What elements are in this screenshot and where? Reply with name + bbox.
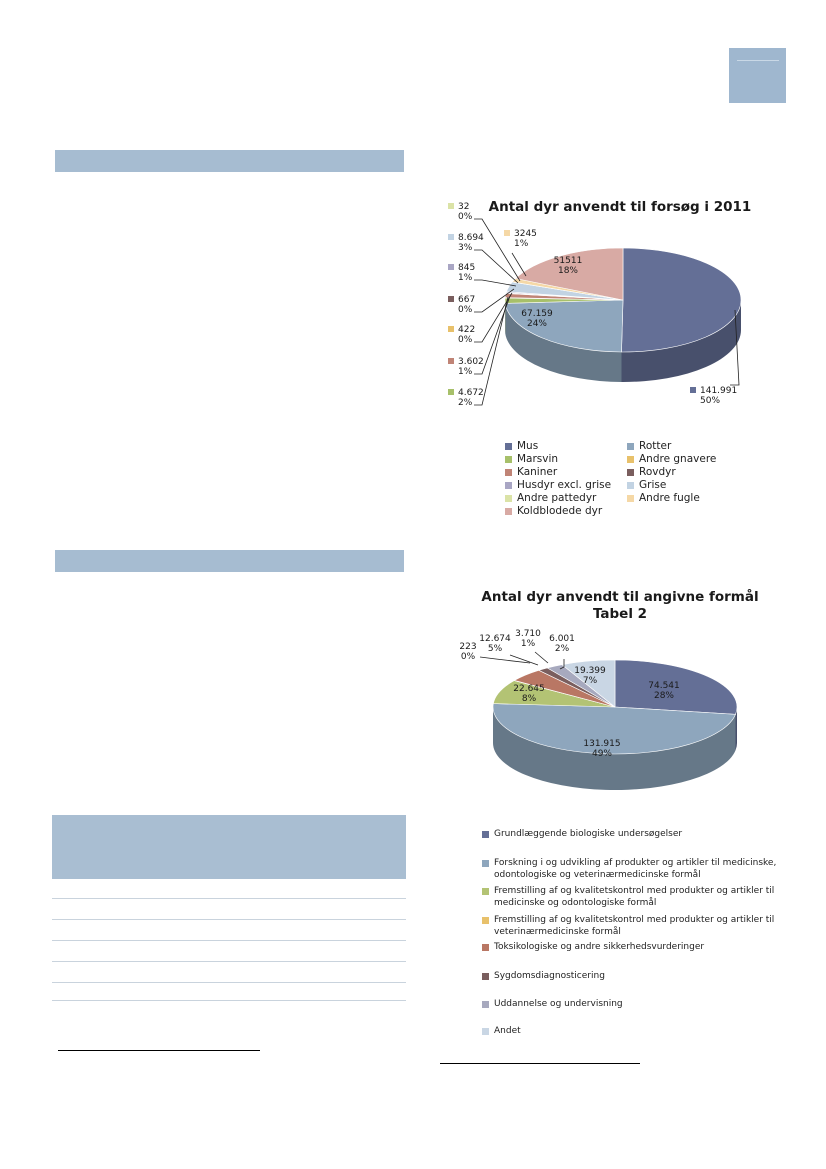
legend-label: Husdyr excl. grise (517, 479, 612, 491)
label-swatch (448, 264, 454, 270)
chart2-subtitle: Tabel 2 (592, 606, 648, 622)
legend-swatch (482, 1001, 489, 1008)
pie-data-label: 67.159 24% (521, 309, 553, 329)
pie-data-label: 3.602 1% (458, 357, 484, 377)
legend-swatch (482, 944, 489, 951)
label-swatch (448, 358, 454, 364)
legend-swatch (482, 888, 489, 895)
legend-item (505, 492, 596, 504)
pie-data-label: 141.991 50% (700, 386, 738, 406)
legend-item (482, 828, 777, 840)
pie-data-label: 22.645 8% (513, 684, 545, 704)
section-band-1 (55, 150, 404, 172)
table-row (52, 963, 406, 983)
legend-item (627, 440, 671, 452)
legend-label: Fremstilling af og kvalitetskontrol med produkter og artikler til medicinske og odontologiske formål (494, 886, 775, 908)
legend-item (505, 466, 557, 478)
legend-label: Uddannelse og undervisning (494, 999, 623, 1009)
section-band-2 (55, 550, 404, 572)
pie-data-label: 19.399 7% (574, 666, 606, 686)
legend-item (627, 479, 666, 491)
legend-swatch (505, 443, 512, 450)
legend-swatch (627, 469, 634, 476)
leader-line (535, 652, 548, 663)
legend-swatch (627, 456, 634, 463)
table-row (52, 981, 406, 1001)
pie-data-label: 223 0% (459, 642, 477, 662)
legend-swatch (505, 482, 512, 489)
leader-line (480, 657, 530, 663)
legend-label: Grundlæggende biologiske undersøgelser (494, 829, 683, 839)
table-row (52, 942, 406, 962)
corner-tab (729, 48, 786, 103)
chart2-legend (482, 828, 782, 1038)
label-swatch (448, 234, 454, 240)
label-swatch (690, 387, 696, 393)
label-swatch (448, 203, 454, 209)
legend-item (482, 885, 777, 909)
legend-label: Fremstilling af og kvalitetskontrol med produkter og artikler til veterinærmedicinske formål (494, 915, 775, 937)
footnote-rule-left (58, 1050, 260, 1051)
chart2-pie (440, 625, 770, 815)
legend-swatch (505, 469, 512, 476)
table-header (52, 815, 406, 879)
legend-item (482, 914, 777, 938)
pie-data-label: 845 1% (458, 263, 476, 283)
legend-label: Marsvin (517, 453, 559, 465)
legend-swatch (505, 456, 512, 463)
legend-label: Andet (494, 1026, 521, 1036)
leader-line (510, 655, 538, 665)
legend-label: Koldblodede dyr (517, 505, 603, 517)
legend-item (627, 453, 716, 465)
legend-label: Grise (639, 479, 667, 491)
legend-label: Toksikologiske og andre sikkerhedsvurderinger (494, 942, 705, 952)
legend-item (505, 479, 611, 491)
legend-item (505, 453, 558, 465)
pie-data-label: 4.672 2% (458, 388, 484, 408)
footnote-rule-right (440, 1063, 640, 1064)
legend-label: Forskning i og udvikling af produkter og artikler til medicinske, odontologiske og veterinærmedicinske formål (494, 858, 777, 880)
legend-swatch (627, 482, 634, 489)
label-swatch (448, 389, 454, 395)
legend-item (482, 941, 777, 953)
legend-label: Rotter (639, 440, 672, 452)
legend-item (482, 998, 777, 1010)
pie-data-label: 3.710 1% (515, 629, 541, 649)
pie-data-label: 8.694 3% (458, 233, 484, 253)
chart2-title: Antal dyr anvendt til angivne formål (481, 589, 759, 605)
pie-data-label: 12.674 5% (479, 634, 511, 654)
pie-data-label: 74.541 28% (648, 681, 680, 701)
legend-swatch (482, 973, 489, 980)
chart2-title-block (470, 589, 770, 623)
leader-line (512, 253, 526, 276)
pie-data-label: 32 0% (458, 202, 473, 222)
legend-label: Mus (517, 440, 539, 452)
legend-label: Andre gnavere (639, 453, 717, 465)
pie-data-label: 51511 18% (553, 256, 583, 276)
legend-label: Andre pattedyr (517, 492, 597, 504)
legend-item (482, 857, 777, 881)
legend-swatch (627, 443, 634, 450)
table-row (52, 879, 406, 899)
legend-label: Andre fugle (639, 492, 700, 504)
legend-item (627, 492, 700, 504)
chart1-pie (430, 190, 760, 430)
chart1-legend (505, 440, 765, 520)
pie-data-label: 422 0% (458, 325, 476, 345)
pie-data-label: 667 0% (458, 295, 476, 315)
leader-line (474, 280, 516, 286)
label-swatch (448, 296, 454, 302)
chart1-title: Antal dyr anvendt til forsøg i 2011 (488, 199, 752, 215)
legend-label: Kaniner (517, 466, 558, 478)
pie-data-label: 131.915 49% (583, 739, 621, 759)
legend-swatch (505, 495, 512, 502)
data-table (52, 815, 406, 1000)
legend-swatch (627, 495, 634, 502)
legend-swatch (482, 917, 489, 924)
label-swatch (504, 230, 510, 236)
legend-swatch (505, 508, 512, 515)
legend-item (505, 505, 602, 517)
pie-data-label: 6.001 2% (549, 634, 575, 654)
legend-item (627, 466, 676, 478)
pie-data-label: 3245 1% (514, 229, 537, 249)
legend-label: Rovdyr (639, 466, 676, 478)
legend-label: Sygdomsdiagnosticering (494, 971, 605, 981)
table-row (52, 900, 406, 920)
legend-swatch (482, 860, 489, 867)
label-swatch (448, 326, 454, 332)
legend-swatch (482, 831, 489, 838)
legend-item (482, 970, 777, 982)
legend-swatch (482, 1028, 489, 1035)
legend-item (505, 440, 538, 452)
legend-item (482, 1025, 777, 1037)
table-row (52, 921, 406, 941)
